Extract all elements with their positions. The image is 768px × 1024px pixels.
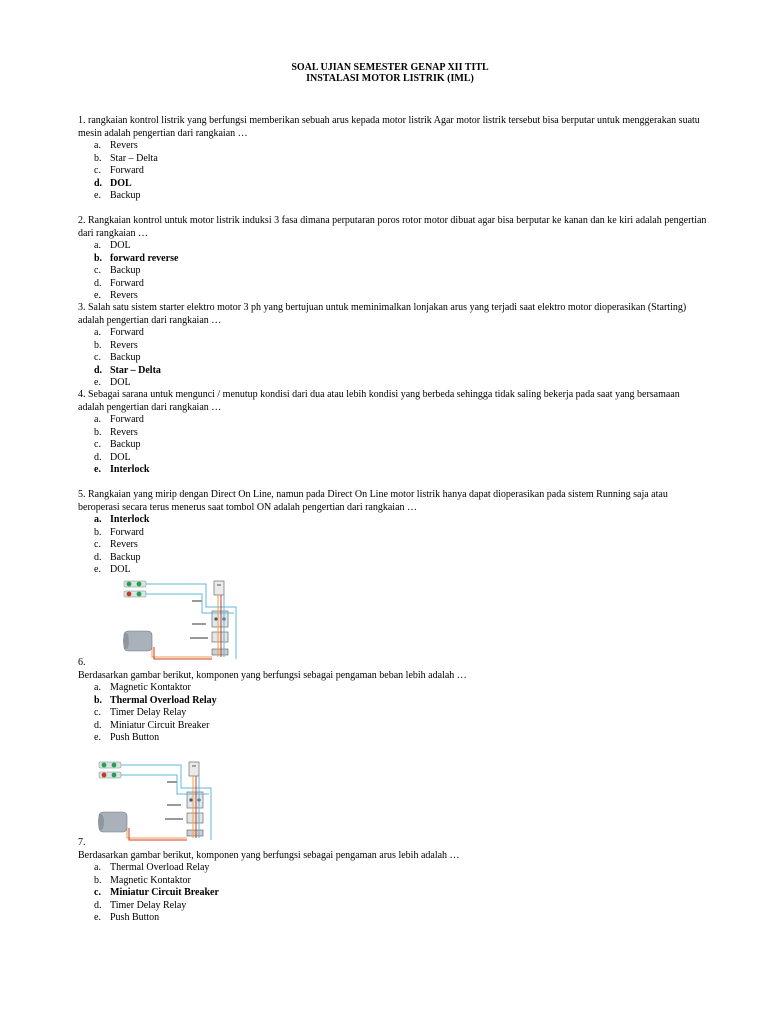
option-letter: d. [94, 177, 103, 189]
option-letter: e. [94, 564, 101, 575]
option-label: Revers [110, 426, 138, 438]
option-letter: c. [94, 352, 101, 363]
terminal-block-icon [187, 830, 203, 836]
stop-button-icon [127, 592, 132, 597]
option-letter: c. [94, 439, 101, 450]
answer-option [94, 178, 158, 191]
question-1-options [94, 140, 158, 203]
option-label: DOL [110, 451, 131, 463]
question-1-text: 1. rangkaian kontrol listrik yang berfungsi memberikan sebuah arus kepada motor listrik Agar motor listrik tersebut bisa berputar untuk menggerakan suatu mesin adalah pengertian dari rangkaian … [78, 115, 700, 139]
option-letter: b. [94, 152, 102, 164]
mcb-icon [189, 762, 199, 776]
answer-option [94, 707, 217, 720]
question-5-text: 5. Rangkaian yang mirip dengan Direct On Line, namun pada Direct On Line motor listrik hanya dapat dioperasikan pada sistem Running saja atau beroperasi secara terus menerus saat tombol ON adalah pengertian dari rangkaian … [78, 489, 668, 513]
option-letter: b. [94, 526, 102, 538]
question-2-text: 2. Rangkaian kontrol untuk motor listrik induksi 3 fasa dimana perputaran poros rotor motor dibuat agar bisa berputar ke kanan dan ke kiri adalah pengertian dari rangkaian … [78, 215, 707, 239]
option-letter: d. [94, 899, 102, 911]
question-6-text: Berdasarkan gambar berikut, komponen yang berfungsi sebagai pengaman beban lebih adalah … [78, 670, 467, 681]
option-label: Magnetic Kontaktor [110, 874, 191, 886]
start-button-icon [102, 763, 107, 768]
answer-option [94, 564, 149, 577]
option-letter: a. [94, 140, 101, 151]
option-letter: a. [94, 327, 101, 338]
option-letter: d. [94, 719, 102, 731]
option-letter: c. [94, 165, 101, 176]
option-letter: a. [94, 862, 101, 873]
option-letter: c. [94, 887, 101, 898]
option-letter: c. [94, 707, 101, 718]
option-letter: b. [94, 339, 102, 351]
option-letter: c. [94, 539, 101, 550]
option-letter: a. [94, 682, 101, 693]
option-label: Forward [110, 277, 144, 289]
option-label: DOL [110, 240, 131, 251]
option-label: Revers [110, 140, 138, 151]
answer-option [94, 414, 149, 427]
question-7-options [94, 862, 219, 925]
option-letter: b. [94, 426, 102, 438]
answer-option [94, 365, 161, 378]
option-label: Forward [110, 526, 144, 538]
thermal-overload-icon [187, 813, 203, 823]
option-letter: d. [94, 451, 102, 463]
question-6-number: 6. [78, 657, 86, 668]
option-label: forward reverse [110, 252, 179, 264]
question-6-options [94, 682, 217, 745]
option-label: Forward [110, 327, 144, 338]
option-label: Forward [110, 414, 144, 425]
question-4-text: 4. Sebagai sarana untuk mengunci / menutup kondisi dari dua atau lebih kondisi yang berbeda sehingga tidak saling bekerja pada saat yang bersamaan adalah pengertian dari rangkaian … [78, 389, 680, 413]
option-label: Timer Delay Relay [110, 899, 187, 911]
option-label: Backup [110, 439, 141, 450]
question-7-text: Berdasarkan gambar berikut, komponen yang berfungsi sebagai pengaman arus lebih adalah … [78, 850, 460, 861]
answer-option [94, 340, 161, 353]
answer-option [94, 290, 178, 303]
option-letter: d. [94, 277, 102, 289]
thermal-overload-icon [212, 632, 228, 642]
terminal-block-icon [212, 649, 228, 655]
option-letter: e. [94, 377, 101, 388]
option-label: Push Button [110, 912, 160, 923]
option-label: DOL [110, 177, 132, 189]
start-button-icon [127, 582, 132, 587]
option-label: Thermal Overload Relay [110, 862, 210, 873]
mcb-icon [214, 581, 224, 595]
option-label: Star – Delta [110, 152, 158, 164]
answer-option [94, 732, 217, 745]
option-label: Thermal Overload Relay [110, 694, 217, 706]
option-label: Timer Delay Relay [110, 707, 187, 718]
answer-option [94, 887, 219, 900]
option-label: Interlock [110, 514, 150, 525]
option-letter: b. [94, 874, 102, 886]
option-label: Revers [110, 539, 138, 550]
answer-option [94, 464, 149, 477]
answer-option [94, 190, 158, 203]
answer-option [94, 552, 149, 565]
answer-option [94, 153, 158, 166]
option-label: Revers [110, 339, 138, 351]
answer-option [94, 527, 149, 540]
option-label: Miniatur Circuit Breaker [110, 719, 210, 731]
answer-option [94, 377, 161, 390]
option-label: Backup [110, 190, 141, 201]
question-7-number: 7. [78, 837, 86, 848]
answer-option [94, 240, 178, 253]
answer-option [94, 875, 219, 888]
answer-option [94, 140, 158, 153]
answer-option [94, 695, 217, 708]
answer-option [94, 327, 161, 340]
option-label: Forward [110, 165, 144, 176]
option-label: Interlock [110, 464, 150, 475]
option-label: Backup [110, 265, 141, 276]
option-letter: d. [94, 551, 102, 563]
answer-option [94, 265, 178, 278]
answer-option [94, 720, 217, 733]
answer-option [94, 900, 219, 913]
question-2-options [94, 240, 178, 303]
question-3-text: 3. Salah satu sistem starter elektro motor 3 ph yang bertujuan untuk meminimalkan lonjakan arus yang terjadi saat elektro motor dioperasikan (Starting) adalah pengertian dari rangkaian … [78, 302, 687, 326]
question-3-options [94, 327, 161, 390]
answer-option [94, 452, 149, 465]
option-letter: b. [94, 252, 103, 264]
option-label: Magnetic Kontaktor [110, 682, 191, 693]
document-title-line1: SOAL UJIAN SEMESTER GENAP XII TITL [291, 62, 489, 73]
answer-option [94, 862, 219, 875]
question-4-options [94, 414, 149, 477]
answer-option [94, 682, 217, 695]
answer-option [94, 514, 149, 527]
option-letter: e. [94, 190, 101, 201]
option-letter: e. [94, 464, 101, 475]
stop-button-icon [102, 773, 107, 778]
answer-option [94, 912, 219, 925]
option-label: Miniatur Circuit Breaker [110, 887, 219, 898]
option-letter: e. [94, 732, 101, 743]
option-letter: a. [94, 514, 102, 525]
answer-option [94, 439, 149, 452]
option-label: DOL [110, 564, 131, 575]
answer-option [94, 165, 158, 178]
option-letter: e. [94, 912, 101, 923]
document-title-line2: INSTALASI MOTOR LISTRIK (IML) [306, 73, 474, 84]
option-letter: d. [94, 364, 103, 376]
option-label: Push Button [110, 732, 160, 743]
answer-option [94, 352, 161, 365]
wiring-diagram-image [93, 758, 219, 844]
option-letter: b. [94, 694, 103, 706]
answer-option [94, 539, 149, 552]
answer-option [94, 253, 178, 266]
answer-option [94, 427, 149, 440]
question-5-options [94, 514, 149, 577]
option-letter: a. [94, 414, 101, 425]
option-label: Star – Delta [110, 364, 161, 376]
answer-option [94, 278, 178, 291]
option-letter: c. [94, 265, 101, 276]
option-label: Backup [110, 551, 141, 563]
wiring-diagram-image [118, 577, 244, 663]
option-label: DOL [110, 377, 131, 388]
option-letter: a. [94, 240, 101, 251]
option-letter: e. [94, 290, 101, 301]
option-label: Revers [110, 290, 138, 301]
option-label: Backup [110, 352, 141, 363]
